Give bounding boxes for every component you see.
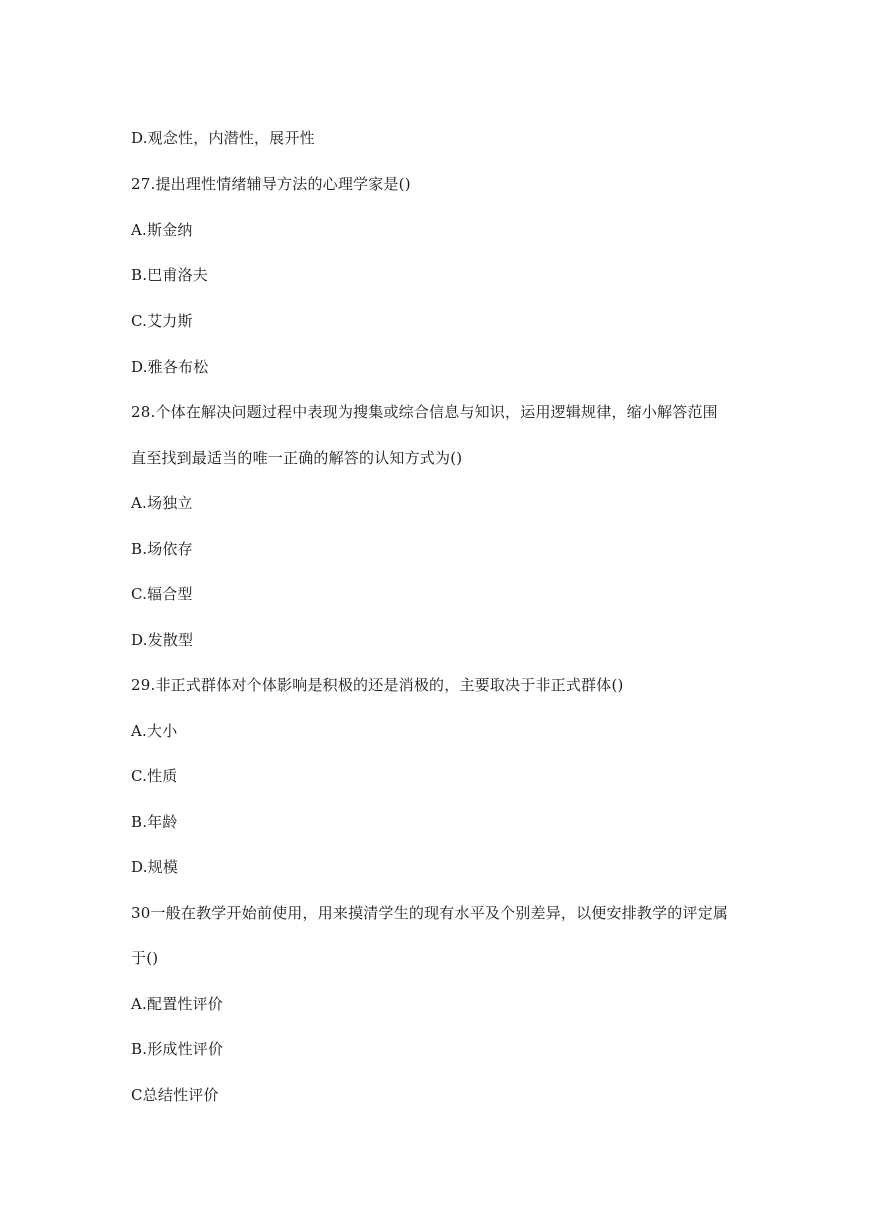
question-29: 29.非正式群体对个体影响是积极的还是消极的，主要取决于非正式群体() <box>131 676 624 694</box>
option-29-c: C.性质 <box>131 767 178 785</box>
option-27-a: A.斯金纳 <box>131 221 193 239</box>
option-29-d: D.规模 <box>131 858 179 876</box>
question-28-line-1: 28.个体在解决问题过程中表现为搜集或综合信息与知识，运用逻辑规律，缩小解答范围 <box>131 403 718 421</box>
option-28-b: B.场依存 <box>131 540 193 558</box>
question-28-line-2: 直至找到最适当的唯一正确的解答的认知方式为() <box>131 449 463 467</box>
option-27-b: B.巴甫洛夫 <box>131 266 208 284</box>
option-29-b: B.年龄 <box>131 813 178 831</box>
option-27-d: D.雅各布松 <box>131 358 209 376</box>
option-30-a: A.配置性评价 <box>131 995 224 1013</box>
option-28-d: D.发散型 <box>131 631 194 649</box>
option-28-a: A.场独立 <box>131 494 193 512</box>
question-30-line-1: 30一般在教学开始前使用，用来摸清学生的现有水平及个别差异，以便安排教学的评定属 <box>131 904 729 922</box>
question-27: 27.提出理性情绪辅导方法的心理学家是() <box>131 175 411 193</box>
option-29-a: A.大小 <box>131 722 178 740</box>
question-30-line-2: 于() <box>131 949 159 967</box>
option-30-c: C总结性评价 <box>131 1086 219 1104</box>
option-26-d: D.观念性，内潜性，展开性 <box>131 129 315 147</box>
option-27-c: C.艾力斯 <box>131 312 193 330</box>
option-28-c: C.辐合型 <box>131 585 193 603</box>
option-30-b: B.形成性评价 <box>131 1040 224 1058</box>
